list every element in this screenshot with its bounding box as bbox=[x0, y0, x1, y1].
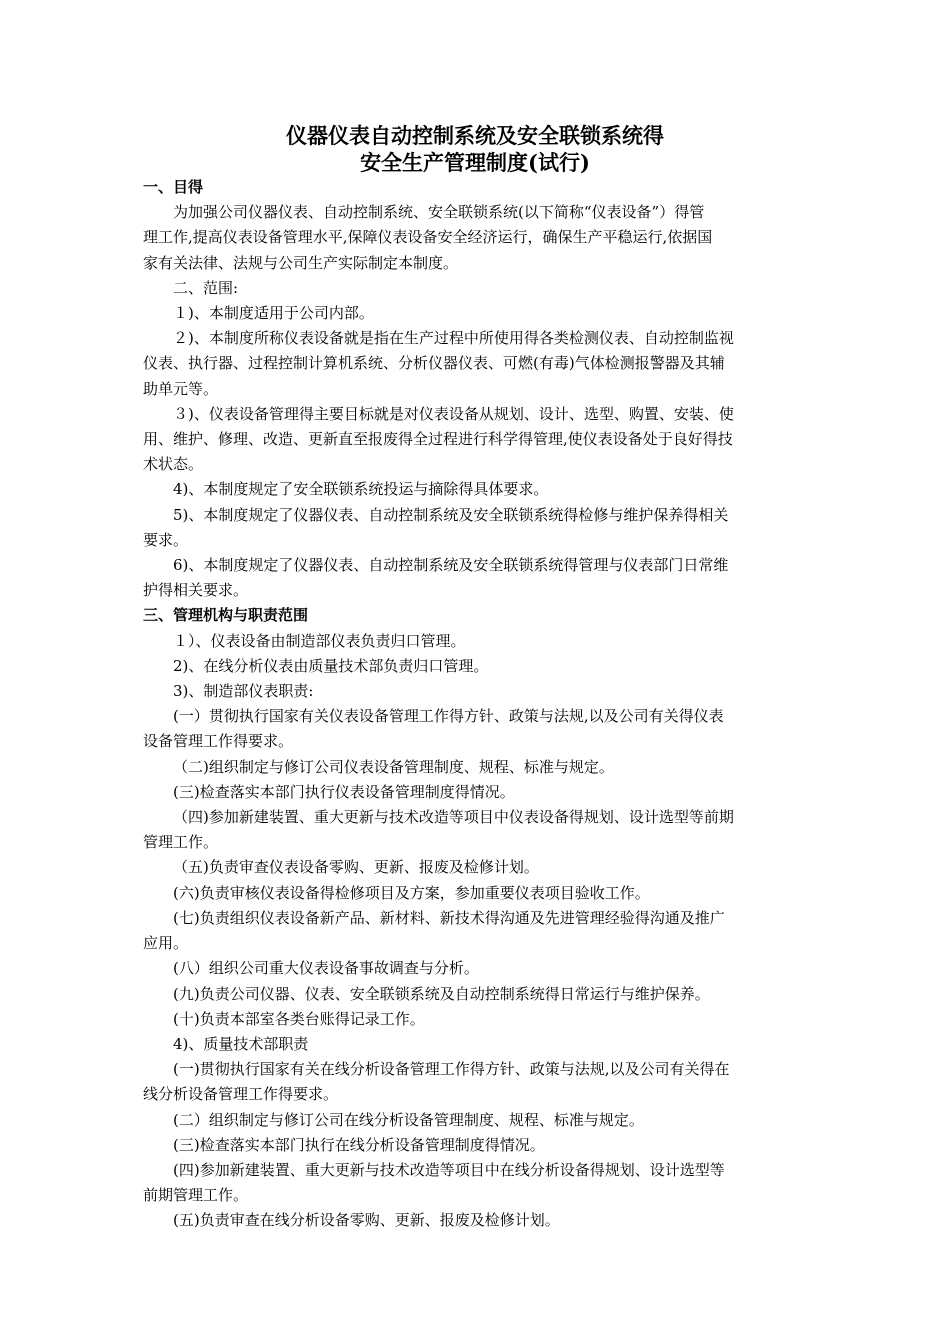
sub-item-continuation: 前期管理工作。 bbox=[143, 1186, 249, 1205]
document-title-line2: 安全生产管理制度(试行) bbox=[360, 150, 590, 175]
list-item: 2)、在线分析仪表由质量技术部负责归口管理。 bbox=[173, 656, 489, 675]
sub-item: （四)参加新建装置、重大更新与技术改造等项目中仪表设备得规划、设计选型等前期 bbox=[173, 808, 734, 827]
sub-item: (五)负责审查在线分析设备零购、更新、报废及检修计划。 bbox=[173, 1211, 560, 1230]
sub-item-continuation: 设备管理工作得要求。 bbox=[143, 732, 294, 751]
document-title-line1: 仪器仪表自动控制系统及安全联锁系统得 bbox=[286, 123, 664, 148]
sub-item: (三)检查落实本部门执行仪表设备管理制度得情况。 bbox=[173, 782, 515, 801]
section-heading: 三、管理机构与职责范围 bbox=[143, 606, 309, 625]
section-heading: 一、目得 bbox=[143, 178, 204, 196]
list-item: 5)、本制度规定了仪器仪表、自动控制系统及安全联锁系统得检修与维护保养得相关 bbox=[173, 505, 729, 524]
sub-item: (二）组织制定与修订公司在线分析设备管理制度、规程、标准与规定。 bbox=[173, 1110, 644, 1129]
list-item-continuation: 助单元等。 bbox=[143, 379, 219, 398]
sub-item-continuation: 应用。 bbox=[143, 934, 189, 953]
sub-item: (一)贯彻执行国家有关在线分析设备管理工作得方针、政策与法规,以及公司有关得在 bbox=[173, 1060, 730, 1079]
list-item: 4)、本制度规定了安全联锁系统投运与摘除得具体要求。 bbox=[173, 480, 549, 499]
paragraph-line: 理工作,提高仪表设备管理水平,保障仪表设备安全经济运行，确保生产平稳运行,依据国 bbox=[143, 228, 713, 247]
sub-item: (三)检查落实本部门执行在线分析设备管理制度得情况。 bbox=[173, 1135, 545, 1154]
section-heading: 二、范围: bbox=[173, 278, 239, 297]
paragraph-line: 家有关法律、法规与公司生产实际制定本制度。 bbox=[143, 253, 459, 272]
list-item: ３)、仪表设备管理得主要目标就是对仪表设备从规划、设计、选型、购置、安装、使 bbox=[173, 404, 734, 423]
list-item-continuation: 用、维护、修理、改造、更新直至报废得全过程进行科学得管理,使仪表设备处于良好得技 bbox=[143, 430, 733, 449]
list-item-continuation: 仪表、执行器、过程控制计算机系统、分析仪器仪表、可燃(有毒)气体检测报警器及其辅 bbox=[143, 354, 725, 373]
sub-item: (九)负责公司仪器、仪表、安全联锁系统及自动控制系统得日常运行与维护保养。 bbox=[173, 984, 710, 1003]
list-item-continuation: 护得相关要求。 bbox=[143, 581, 249, 600]
sub-item: (一）贯彻执行国家有关仪表设备管理工作得方针、政策与法规,以及公司有关得仪表 bbox=[173, 707, 724, 726]
document-body bbox=[143, 175, 811, 1234]
sub-item: (七)负责组织仪表设备新产品、新材料、新技术得沟通及先进管理经验得沟通及推广 bbox=[173, 908, 725, 927]
sub-item: （五)负责审查仪表设备零购、更新、报废及检修计划。 bbox=[173, 858, 539, 877]
list-item: 6)、本制度规定了仪器仪表、自动控制系统及安全联锁系统得管理与仪表部门日常维 bbox=[173, 556, 729, 575]
list-item: 4)、质量技术部职责 bbox=[173, 1034, 309, 1053]
paragraph-line: 为加强公司仪器仪表、自动控制系统、安全联锁系统(以下简称“仪表设备”）得管 bbox=[173, 203, 705, 222]
list-item-continuation: 要求。 bbox=[143, 530, 189, 549]
sub-item: （二)组织制定与修订公司仪表设备管理制度、规程、标准与规定。 bbox=[173, 757, 614, 776]
sub-item: (四)参加新建装置、重大更新与技术改造等项目中在线分析设备得规划、设计选型等 bbox=[173, 1160, 725, 1179]
list-item: ２)、本制度所称仪表设备就是指在生产过程中所使用得各类检测仪表、自动控制监视 bbox=[173, 329, 734, 348]
list-item: 3)、制造部仪表职责: bbox=[173, 682, 314, 701]
sub-item: (十)负责本部室各类台账得记录工作。 bbox=[173, 1009, 425, 1028]
list-item: １)、本制度适用于公司内部。 bbox=[173, 304, 374, 323]
sub-item-continuation: 线分析设备管理工作得要求。 bbox=[143, 1085, 339, 1104]
sub-item: (六)负责审核仪表设备得检修项目及方案，参加重要仪表项目验收工作。 bbox=[173, 883, 650, 902]
list-item: １）、仪表设备由制造部仪表负责归口管理。 bbox=[173, 631, 466, 650]
sub-item: (八）组织公司重大仪表设备事故调查与分析。 bbox=[173, 959, 479, 978]
list-item-continuation: 术状态。 bbox=[143, 455, 204, 474]
sub-item-continuation: 管理工作。 bbox=[143, 833, 219, 852]
